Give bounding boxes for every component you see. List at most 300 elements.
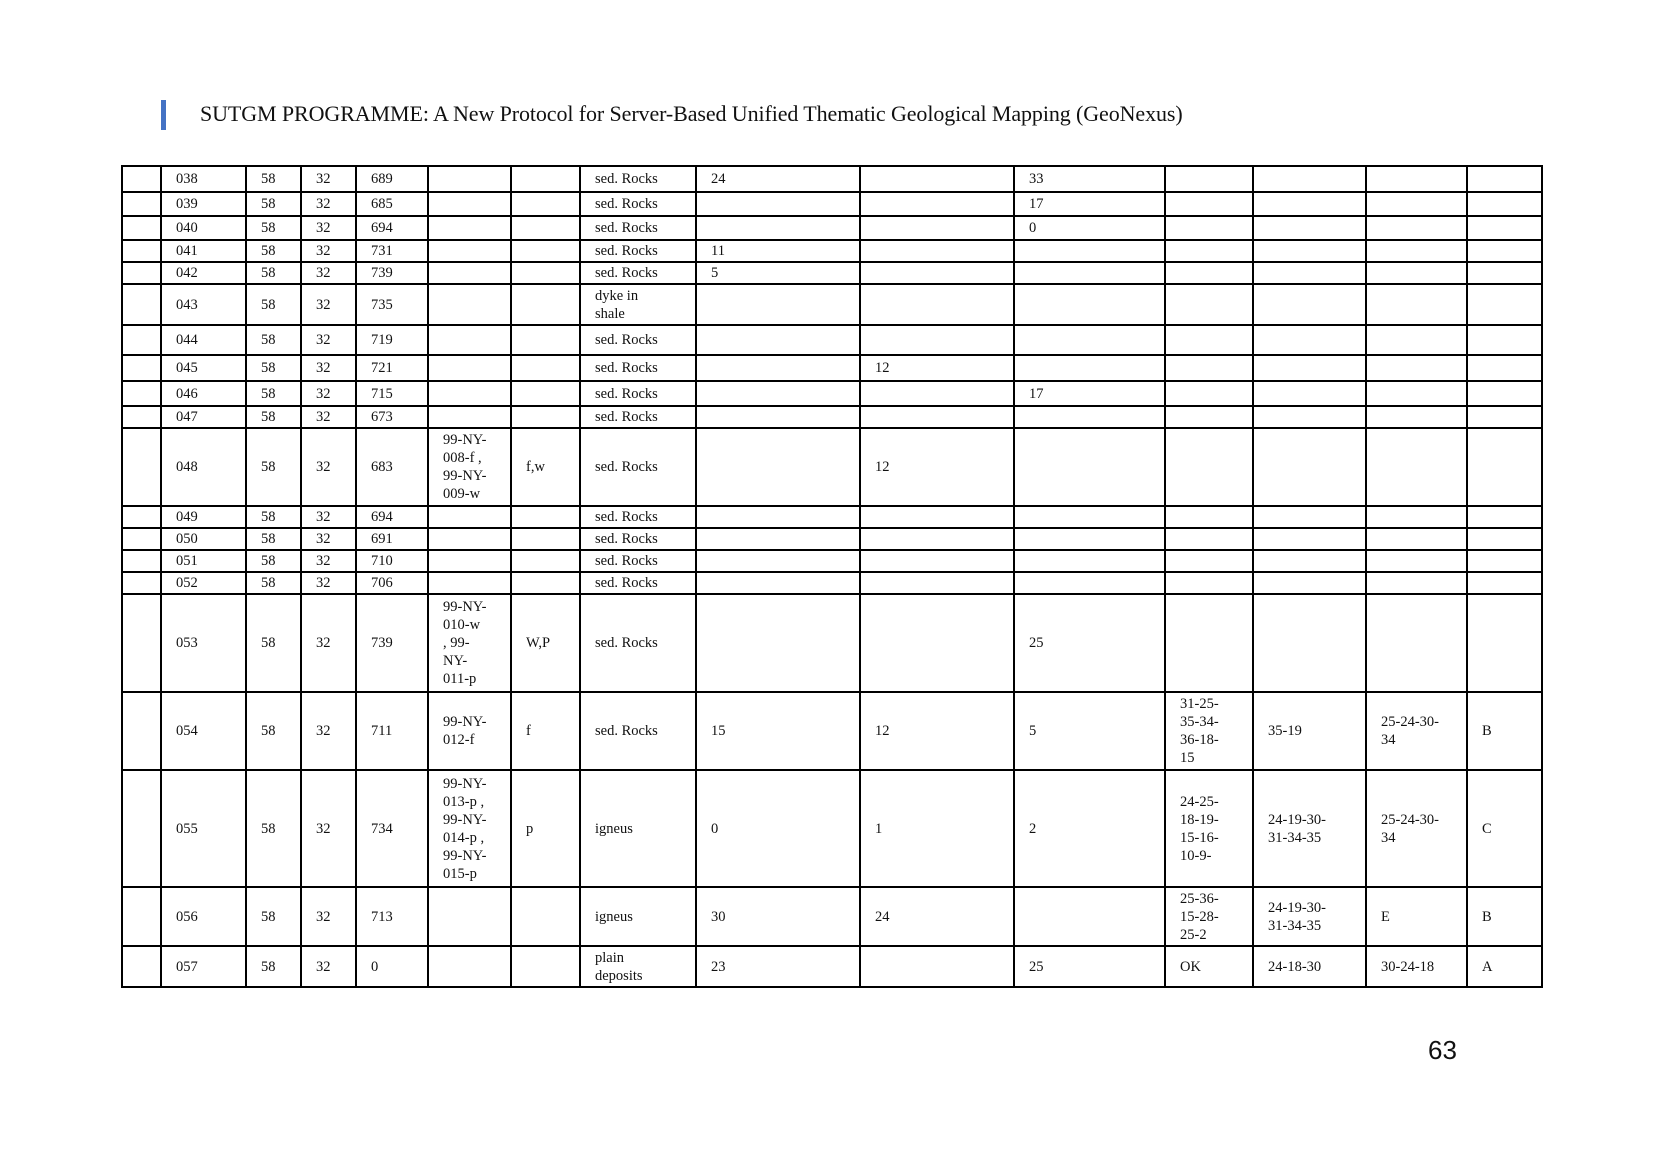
table-cell: 056 <box>161 887 246 946</box>
table-cell: 731 <box>356 240 428 262</box>
table-cell: 25 <box>1014 594 1165 692</box>
data-table <box>121 165 1543 988</box>
table-cell: 055 <box>161 770 246 887</box>
table-cell: 051 <box>161 550 246 572</box>
table-cell: 0 <box>1014 216 1165 240</box>
table-cell: 12 <box>860 692 1014 770</box>
table-cell <box>428 946 511 987</box>
table-cell <box>1467 240 1542 262</box>
table-cell: C <box>1467 770 1542 887</box>
table-cell <box>1165 325 1253 355</box>
table-cell: 049 <box>161 506 246 528</box>
table-cell <box>1165 572 1253 594</box>
table-cell <box>1253 355 1366 381</box>
table-cell <box>122 594 161 692</box>
table-cell <box>122 946 161 987</box>
table-cell: 58 <box>246 770 301 887</box>
table-cell: 25-36- 15-28- 25-2 <box>1165 887 1253 946</box>
table-cell: 12 <box>860 355 1014 381</box>
table-cell <box>122 887 161 946</box>
table-cell <box>122 428 161 506</box>
table-cell: 31-25- 35-34- 36-18- 15 <box>1165 692 1253 770</box>
table-cell <box>122 166 161 192</box>
table-cell: 58 <box>246 572 301 594</box>
table-cell: 12 <box>860 428 1014 506</box>
data-table-body <box>122 166 1542 987</box>
table-cell: 58 <box>246 262 301 284</box>
table-cell <box>122 506 161 528</box>
table-cell: 58 <box>246 166 301 192</box>
table-cell <box>1165 192 1253 216</box>
table-cell: 32 <box>301 262 356 284</box>
table-cell <box>511 216 580 240</box>
table-cell <box>1366 406 1467 428</box>
table-cell: 710 <box>356 550 428 572</box>
table-cell <box>696 406 860 428</box>
table-cell <box>1014 572 1165 594</box>
table-cell: 58 <box>246 550 301 572</box>
table-cell <box>1014 406 1165 428</box>
table-cell: 24-25- 18-19- 15-16- 10-9- <box>1165 770 1253 887</box>
table-cell <box>860 284 1014 325</box>
table-cell <box>1253 594 1366 692</box>
table-cell: 691 <box>356 528 428 550</box>
table-cell: 5 <box>696 262 860 284</box>
table-cell <box>860 550 1014 572</box>
table-cell <box>696 381 860 406</box>
table-cell <box>1165 594 1253 692</box>
table-cell: 99-NY- 013-p , 99-NY- 014-p , 99-NY- 015-p <box>428 770 511 887</box>
table-cell: 715 <box>356 381 428 406</box>
table-cell <box>1366 528 1467 550</box>
table-cell: 58 <box>246 406 301 428</box>
table-cell: sed. Rocks <box>580 216 696 240</box>
table-cell: 32 <box>301 381 356 406</box>
table-cell <box>1253 550 1366 572</box>
table-cell <box>696 284 860 325</box>
table-cell <box>1165 528 1253 550</box>
table-cell: 58 <box>246 946 301 987</box>
table-cell: 735 <box>356 284 428 325</box>
table-cell: igneus <box>580 887 696 946</box>
table-cell: 24 <box>860 887 1014 946</box>
table-cell <box>1366 428 1467 506</box>
table-cell <box>860 506 1014 528</box>
table-cell: 15 <box>696 692 860 770</box>
table-cell: 32 <box>301 216 356 240</box>
table-cell <box>1165 406 1253 428</box>
table-cell <box>1253 216 1366 240</box>
table-cell: 25-24-30- 34 <box>1366 770 1467 887</box>
table-cell: 17 <box>1014 192 1165 216</box>
table-cell: 694 <box>356 506 428 528</box>
table-cell: 043 <box>161 284 246 325</box>
table-cell <box>1014 550 1165 572</box>
table-cell: 58 <box>246 692 301 770</box>
table-cell: plain deposits <box>580 946 696 987</box>
table-cell: sed. Rocks <box>580 166 696 192</box>
table-row <box>122 770 1542 887</box>
table-cell: 32 <box>301 770 356 887</box>
table-cell <box>1253 325 1366 355</box>
table-cell: 58 <box>246 284 301 325</box>
table-cell <box>511 166 580 192</box>
table-cell: 32 <box>301 406 356 428</box>
table-cell <box>860 381 1014 406</box>
table-cell <box>511 406 580 428</box>
table-cell <box>122 572 161 594</box>
table-cell: 99-NY- 008-f , 99-NY- 009-w <box>428 428 511 506</box>
table-cell <box>1366 506 1467 528</box>
table-cell: 32 <box>301 572 356 594</box>
header-accent-bar <box>161 100 166 130</box>
table-cell <box>1014 528 1165 550</box>
table-cell: 2 <box>1014 770 1165 887</box>
table-cell <box>122 284 161 325</box>
page-header-title: SUTGM PROGRAMME: A New Protocol for Server-Based Unified Thematic Geological Mapping (GeoNexus) <box>200 101 1183 126</box>
table-cell <box>696 325 860 355</box>
table-cell: sed. Rocks <box>580 506 696 528</box>
table-row <box>122 692 1542 770</box>
table-cell <box>860 406 1014 428</box>
table-cell <box>1467 284 1542 325</box>
table-cell: 045 <box>161 355 246 381</box>
table-row <box>122 325 1542 355</box>
table-cell <box>1366 594 1467 692</box>
table-cell <box>696 355 860 381</box>
table-cell <box>1165 550 1253 572</box>
table-cell <box>1165 284 1253 325</box>
table-cell: 044 <box>161 325 246 355</box>
table-cell: B <box>1467 887 1542 946</box>
table-cell <box>1165 355 1253 381</box>
table-cell: 719 <box>356 325 428 355</box>
table-cell <box>122 406 161 428</box>
table-cell <box>1467 262 1542 284</box>
table-cell <box>122 325 161 355</box>
table-cell <box>428 887 511 946</box>
table-cell: f <box>511 692 580 770</box>
table-cell: 711 <box>356 692 428 770</box>
table-cell: 32 <box>301 887 356 946</box>
table-cell: 683 <box>356 428 428 506</box>
table-cell <box>428 284 511 325</box>
table-cell: OK <box>1165 946 1253 987</box>
table-cell <box>122 355 161 381</box>
table-cell: 1 <box>860 770 1014 887</box>
table-cell: f,w <box>511 428 580 506</box>
table-row <box>122 594 1542 692</box>
table-row <box>122 887 1542 946</box>
table-cell: sed. Rocks <box>580 572 696 594</box>
table-cell <box>1366 355 1467 381</box>
table-cell <box>1467 216 1542 240</box>
table-cell: 32 <box>301 284 356 325</box>
table-row <box>122 355 1542 381</box>
table-cell: 32 <box>301 692 356 770</box>
table-cell <box>1366 192 1467 216</box>
table-cell <box>860 528 1014 550</box>
table-row <box>122 572 1542 594</box>
table-cell <box>428 355 511 381</box>
table-cell <box>122 528 161 550</box>
table-cell: 054 <box>161 692 246 770</box>
table-cell: 25 <box>1014 946 1165 987</box>
table-row <box>122 166 1542 192</box>
table-cell <box>1014 506 1165 528</box>
table-cell <box>1467 594 1542 692</box>
table-cell: 057 <box>161 946 246 987</box>
table-cell: 32 <box>301 528 356 550</box>
table-row <box>122 428 1542 506</box>
table-cell <box>511 262 580 284</box>
table-cell <box>1366 325 1467 355</box>
table-cell: sed. Rocks <box>580 355 696 381</box>
table-cell: 58 <box>246 192 301 216</box>
table-cell <box>511 381 580 406</box>
table-cell: B <box>1467 692 1542 770</box>
table-cell: 32 <box>301 166 356 192</box>
table-cell <box>428 528 511 550</box>
table-cell <box>696 428 860 506</box>
table-cell: igneus <box>580 770 696 887</box>
table-cell: 30-24-18 <box>1366 946 1467 987</box>
table-cell <box>1014 355 1165 381</box>
table-row <box>122 262 1542 284</box>
table-cell <box>1014 325 1165 355</box>
table-cell: 689 <box>356 166 428 192</box>
table-cell: 706 <box>356 572 428 594</box>
table-cell <box>428 406 511 428</box>
table-cell <box>1366 240 1467 262</box>
table-cell <box>860 192 1014 216</box>
table-cell <box>511 506 580 528</box>
table-cell <box>1253 284 1366 325</box>
table-cell: 11 <box>696 240 860 262</box>
table-cell <box>1165 506 1253 528</box>
table-row <box>122 550 1542 572</box>
table-cell: W,P <box>511 594 580 692</box>
table-cell <box>511 550 580 572</box>
table-cell <box>428 166 511 192</box>
table-cell <box>696 216 860 240</box>
table-cell: sed. Rocks <box>580 406 696 428</box>
table-cell: 038 <box>161 166 246 192</box>
table-cell: 673 <box>356 406 428 428</box>
table-cell <box>1165 216 1253 240</box>
table-cell: 58 <box>246 355 301 381</box>
table-cell <box>860 262 1014 284</box>
table-cell: 58 <box>246 428 301 506</box>
table-cell: 24 <box>696 166 860 192</box>
table-cell <box>860 325 1014 355</box>
table-cell: 30 <box>696 887 860 946</box>
table-cell: sed. Rocks <box>580 192 696 216</box>
table-cell <box>1467 572 1542 594</box>
table-cell <box>428 506 511 528</box>
table-cell <box>1467 550 1542 572</box>
table-cell <box>428 550 511 572</box>
table-cell <box>1366 381 1467 406</box>
table-cell <box>1165 166 1253 192</box>
table-cell: 040 <box>161 216 246 240</box>
table-row <box>122 216 1542 240</box>
table-cell <box>1165 428 1253 506</box>
table-cell <box>511 284 580 325</box>
table-cell <box>511 192 580 216</box>
table-cell <box>1366 216 1467 240</box>
table-cell <box>696 528 860 550</box>
table-cell: sed. Rocks <box>580 240 696 262</box>
table-cell <box>1014 284 1165 325</box>
table-cell <box>511 528 580 550</box>
table-cell: 046 <box>161 381 246 406</box>
table-cell <box>1467 166 1542 192</box>
table-cell <box>860 572 1014 594</box>
table-cell <box>696 594 860 692</box>
table-cell: 58 <box>246 594 301 692</box>
table-cell <box>696 572 860 594</box>
table-cell <box>1014 262 1165 284</box>
table-cell: 17 <box>1014 381 1165 406</box>
table-cell <box>860 594 1014 692</box>
table-cell: 35-19 <box>1253 692 1366 770</box>
table-cell <box>1253 528 1366 550</box>
table-cell <box>1467 528 1542 550</box>
table-cell <box>122 262 161 284</box>
table-cell: 32 <box>301 550 356 572</box>
table-cell <box>1253 240 1366 262</box>
table-cell: 5 <box>1014 692 1165 770</box>
table-cell <box>122 381 161 406</box>
table-cell <box>1014 240 1165 262</box>
table-cell: sed. Rocks <box>580 594 696 692</box>
table-cell <box>696 550 860 572</box>
table-cell <box>428 216 511 240</box>
table-cell: sed. Rocks <box>580 528 696 550</box>
table-cell: 739 <box>356 594 428 692</box>
table-cell <box>511 946 580 987</box>
table-cell <box>1366 166 1467 192</box>
table-cell: 24-19-30- 31-34-35 <box>1253 887 1366 946</box>
table-cell: sed. Rocks <box>580 381 696 406</box>
table-cell: dyke in shale <box>580 284 696 325</box>
table-cell <box>1165 240 1253 262</box>
table-cell: 58 <box>246 887 301 946</box>
table-cell: 58 <box>246 216 301 240</box>
table-cell <box>1467 506 1542 528</box>
table-cell: 694 <box>356 216 428 240</box>
table-cell: 052 <box>161 572 246 594</box>
table-cell <box>1366 284 1467 325</box>
table-cell: sed. Rocks <box>580 325 696 355</box>
table-cell: 99-NY- 010-w , 99- NY- 011-p <box>428 594 511 692</box>
table-cell <box>860 166 1014 192</box>
table-cell: 039 <box>161 192 246 216</box>
table-cell <box>860 946 1014 987</box>
table-cell <box>1253 262 1366 284</box>
table-cell <box>511 325 580 355</box>
table-cell <box>1366 262 1467 284</box>
table-row <box>122 528 1542 550</box>
page-number: 63 <box>1428 1035 1457 1065</box>
table-cell <box>428 381 511 406</box>
table-cell <box>1253 428 1366 506</box>
table-cell <box>1253 572 1366 594</box>
table-cell <box>428 325 511 355</box>
table-cell <box>1014 887 1165 946</box>
table-row <box>122 284 1542 325</box>
table-cell: 32 <box>301 506 356 528</box>
table-cell: 24-18-30 <box>1253 946 1366 987</box>
table-cell <box>696 506 860 528</box>
table-cell: A <box>1467 946 1542 987</box>
table-cell <box>122 692 161 770</box>
table-cell <box>122 770 161 887</box>
table-cell <box>428 240 511 262</box>
table-cell: 32 <box>301 325 356 355</box>
table-cell: sed. Rocks <box>580 692 696 770</box>
table-row <box>122 506 1542 528</box>
table-cell <box>1253 381 1366 406</box>
table-cell <box>1253 406 1366 428</box>
table-cell: 050 <box>161 528 246 550</box>
table-cell <box>860 216 1014 240</box>
table-cell <box>1467 192 1542 216</box>
table-row <box>122 946 1542 987</box>
table-cell <box>1467 325 1542 355</box>
table-cell <box>696 192 860 216</box>
table-cell: 047 <box>161 406 246 428</box>
table-row <box>122 381 1542 406</box>
table-cell: 0 <box>356 946 428 987</box>
table-cell <box>1165 262 1253 284</box>
table-cell: 042 <box>161 262 246 284</box>
table-cell: 0 <box>696 770 860 887</box>
table-cell <box>1467 381 1542 406</box>
table-cell: 33 <box>1014 166 1165 192</box>
table-cell <box>1165 381 1253 406</box>
table-cell: 041 <box>161 240 246 262</box>
table-cell: 23 <box>696 946 860 987</box>
table-cell: E <box>1366 887 1467 946</box>
table-cell: 713 <box>356 887 428 946</box>
table-row <box>122 406 1542 428</box>
table-cell <box>122 550 161 572</box>
table-cell <box>511 887 580 946</box>
table-cell <box>1366 572 1467 594</box>
table-cell: 048 <box>161 428 246 506</box>
table-cell: 053 <box>161 594 246 692</box>
table-cell: p <box>511 770 580 887</box>
table-cell: sed. Rocks <box>580 428 696 506</box>
table-cell: 24-19-30- 31-34-35 <box>1253 770 1366 887</box>
table-cell <box>428 192 511 216</box>
table-cell <box>1467 428 1542 506</box>
table-cell: 58 <box>246 325 301 355</box>
table-cell: 721 <box>356 355 428 381</box>
table-cell <box>1014 428 1165 506</box>
table-cell: 685 <box>356 192 428 216</box>
table-cell: sed. Rocks <box>580 262 696 284</box>
table-cell: 32 <box>301 946 356 987</box>
table-cell: 32 <box>301 428 356 506</box>
table-row <box>122 240 1542 262</box>
table-cell <box>511 572 580 594</box>
table-cell <box>122 192 161 216</box>
table-cell <box>122 240 161 262</box>
table-cell <box>1253 192 1366 216</box>
